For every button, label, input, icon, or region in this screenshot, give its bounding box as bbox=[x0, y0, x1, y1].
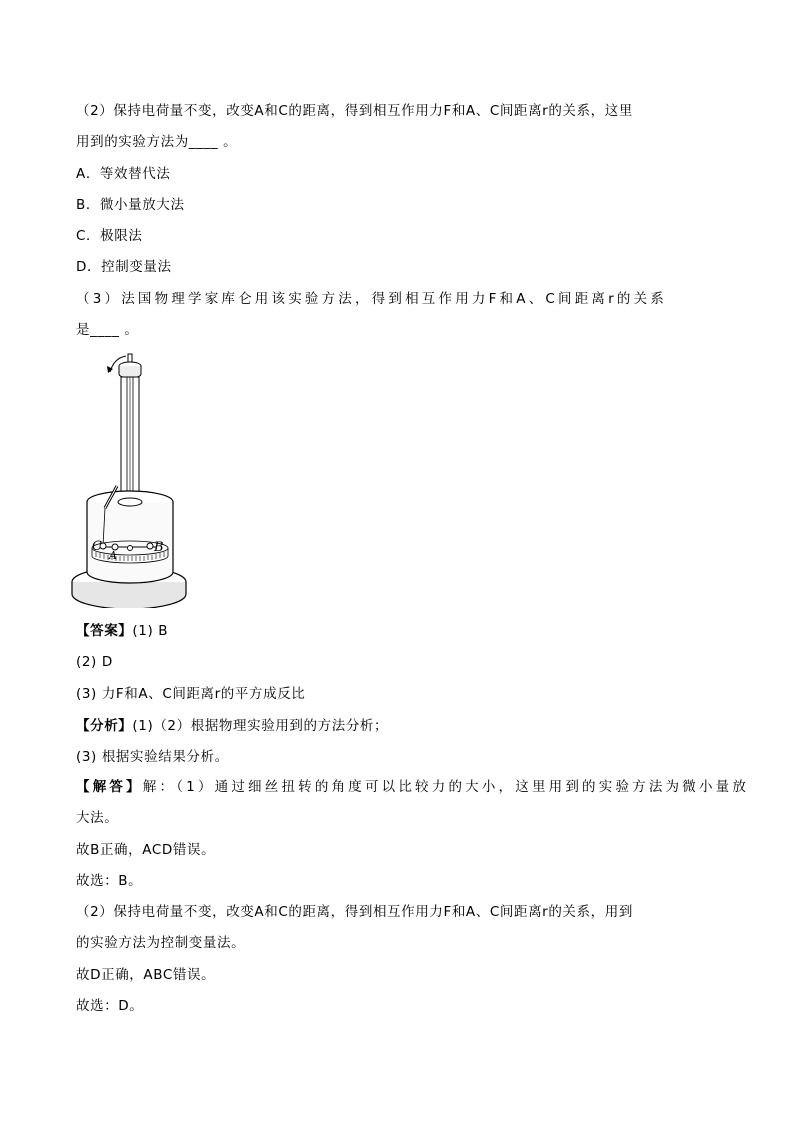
answer-heading: 【答案】 bbox=[76, 623, 133, 639]
analysis-line-2: (3) 根据实验结果分析。 bbox=[76, 749, 229, 765]
question-3-text-line-1: （3）法国物理学家库仑用该实验方法，得到相互作用力F和A、C间距离r的关系 bbox=[76, 291, 667, 307]
knob-top bbox=[128, 354, 132, 362]
label-b: B bbox=[154, 540, 164, 555]
center-sphere bbox=[128, 546, 133, 551]
question-2-text-line-1: （2）保持电荷量不变，改变A和C的距离，得到相互作用力F和A、C间距离r的关系，这里 bbox=[76, 103, 633, 119]
label-a: A bbox=[109, 549, 117, 562]
label-c: C bbox=[92, 539, 102, 554]
answer-1-text: (1) B bbox=[132, 623, 169, 639]
analysis-1-text: (1)（2）根据物理实验用到的方法分析； bbox=[132, 718, 389, 734]
solution-line-6: 的实验方法为控制变量法。 bbox=[76, 935, 246, 951]
solution-line-8: 故选：D。 bbox=[76, 998, 144, 1014]
solution-line-1 bbox=[76, 777, 749, 797]
solution-line-4: 故选：B。 bbox=[76, 873, 143, 889]
question-3-text-line-2: 是____ 。 bbox=[76, 322, 139, 338]
option-c: C．极限法 bbox=[76, 228, 143, 244]
answer-line-2: (2) D bbox=[76, 654, 113, 670]
solution-line-2: 大法。 bbox=[76, 810, 119, 826]
analysis-line-1 bbox=[76, 716, 388, 736]
solution-line-5: （2）保持电荷量不变，改变A和C的距离，得到相互作用力F和A、C间距离r的关系，用到 bbox=[76, 904, 633, 920]
option-a: A．等效替代法 bbox=[76, 166, 171, 182]
solution-line-3: 故B正确，ACD错误。 bbox=[76, 842, 216, 858]
solution-1-text: 解：（1）通过细丝扭转的角度可以比较力的大小，这里用到的实验方法为微小量放 bbox=[142, 779, 750, 795]
torsion-balance-figure bbox=[70, 350, 188, 608]
analysis-heading: 【分析】 bbox=[76, 718, 133, 734]
question-2-text-line-2: 用到的实验方法为____ 。 bbox=[76, 134, 238, 150]
answer-line-3: (3) 力F和A、C间距离r的平方成反比 bbox=[76, 686, 306, 702]
option-b: B．微小量放大法 bbox=[76, 197, 185, 213]
head-cap-side bbox=[119, 366, 141, 378]
solution-heading: 【解答】 bbox=[76, 779, 143, 795]
base-plate-side bbox=[72, 582, 186, 608]
answer-line-1 bbox=[76, 621, 168, 641]
solution-line-7: 故D正确，ABC错误。 bbox=[76, 967, 216, 983]
sphere-b bbox=[147, 543, 153, 549]
option-d: D．控制变量法 bbox=[76, 259, 172, 275]
